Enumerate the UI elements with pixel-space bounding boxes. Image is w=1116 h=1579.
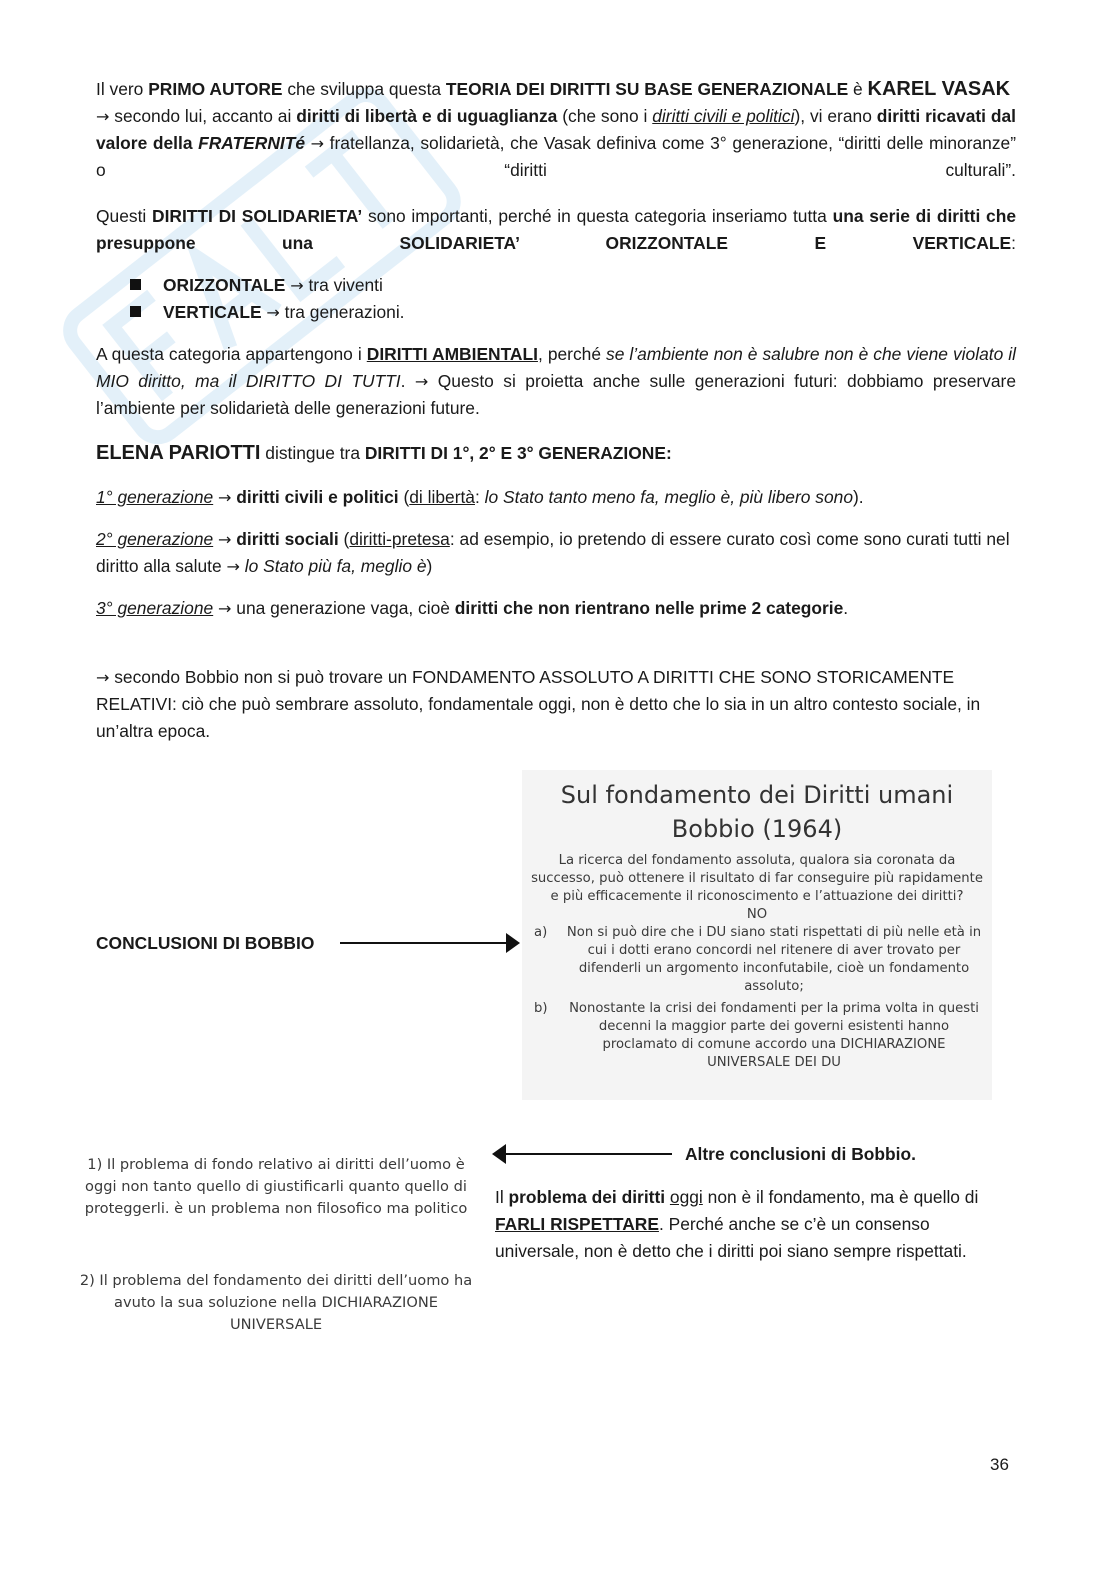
generation-2: 2° generazione → diritti sociali (diritti-pretesa: ad esempio, io pretendo di essere curato così come sono curati tutti nel diritto alla salute → lo Stato più fa, meglio è) xyxy=(96,529,1010,576)
bobbio-slide-image xyxy=(522,770,992,1100)
arrow-right-icon xyxy=(338,930,522,956)
paragraph-pariotti: ELENA PARIOTTI distingue tra DIRITTI DI 1°, 2° E 3° GENERAZIONE: xyxy=(96,442,672,464)
bullet-square-icon xyxy=(130,279,141,290)
altre-conclusioni-label: Altre conclusioni di Bobbio. xyxy=(685,1144,916,1164)
paragraph-ambientali: A questa categoria appartengono i DIRITTI AMBIENTALI, perché se l’ambiente non è salubre non è che viene violato il MIO diritto, ma il DIRITTO DI TUTTI. → Questo si proietta anche sulle generazioni futuri: dobbiamo preservare l’ambiente per solidarietà delle generazioni future. xyxy=(96,344,1017,418)
bullet-square-icon xyxy=(130,306,141,317)
paragraph-rispettare: Il problema dei diritti oggi non è il fondamento, ma è quello di FARLI RISPETTARE. Perché anche se c’è un consenso universale, non è detto che i diritti poi siano sempre rispettati. xyxy=(495,1187,979,1261)
conclusioni-label: CONCLUSIONI DI BOBBIO xyxy=(96,933,315,953)
slide-answer: NO xyxy=(746,907,768,922)
bullet-verticale: VERTICALE → tra generazioni. xyxy=(130,299,405,326)
paragraph-vasak: Il vero PRIMO AUTORE che sviluppa questa TEORIA DEI DIRITTI SU BASE GENERAZIONALE è KAREL VASAK → secondo lui, accanto ai diritti di libertà e di uguaglianza (che sono i diritti civili e politici), vi erano diritti ricavati dal valore della FRATERNITé → fratellanza, solidarietà, che Vasak definiva come 3° generazione, “diritti delle minoranze” o “diritti culturali”. xyxy=(96,78,1017,180)
page-number: 36 xyxy=(990,1455,1009,1474)
generation-1: 1° generazione → diritti civili e politici (di libertà: lo Stato tanto meno fa, meglio è, più libero sono). xyxy=(96,487,864,507)
bobbio-point-2: 2) Il problema del fondamento dei diritti dell’uomo ha avuto la sua soluzione nella DICHIARAZIONE UNIVERSALE xyxy=(79,1272,473,1333)
slide-item-b: b) Nonostante la crisi dei fondamenti per la prima volta in questi decenni la maggior parte dei governi esistenti hanno proclamato di comune accordo una DICHIARAZIONE UNIVERSALE DEI DU xyxy=(534,1001,979,1070)
paragraph-solidarieta: Questi DIRITTI DI SOLIDARIETA’ sono importanti, perché in questa categoria inseriamo tutta una serie di diritti che presuppone una SOLIDARIETA’ ORIZZONTALE E VERTICALE: xyxy=(96,206,1017,253)
slide-intro: La ricerca del fondamento assoluta, qualora sia coronata da successo, può ottenere il risultato di far conseguire più rapidamente e più efficacemente il riconoscimento e l’attuazione dei diritti? xyxy=(531,853,983,904)
bobbio-point-1: 1) Il problema di fondo relativo ai diritti dell’uomo è oggi non tanto quello di giustificarli quanto quello di proteggerli. è un problema non filosofico ma politico xyxy=(84,1156,468,1217)
arrow-left-icon xyxy=(490,1141,674,1167)
slide-item-a: a) Non si può dire che i DU siano stati rispettati di più nelle età in cui i dotti erano concordi nel ritenere di aver trovato per difenderli un argomento inconfutabile, cioè un fondamento assoluto; xyxy=(534,925,982,994)
bullet-orizzontale: ORIZZONTALE → tra viventi xyxy=(130,272,383,299)
generation-3: 3° generazione → una generazione vaga, cioè diritti che non rientrano nelle prime 2 categorie. xyxy=(96,598,849,618)
slide-title: Sul fondamento dei Diritti umani Bobbio (1964) xyxy=(560,781,954,843)
paragraph-bobbio: → secondo Bobbio non si può trovare un FONDAMENTO ASSOLUTO A DIRITTI CHE SONO STORICAMENTE RELATIVI: ciò che può sembrare assoluto, fondamentale oggi, non è detto che lo sia in un altro contesto sociale, in un’altra epoca. xyxy=(96,667,981,741)
